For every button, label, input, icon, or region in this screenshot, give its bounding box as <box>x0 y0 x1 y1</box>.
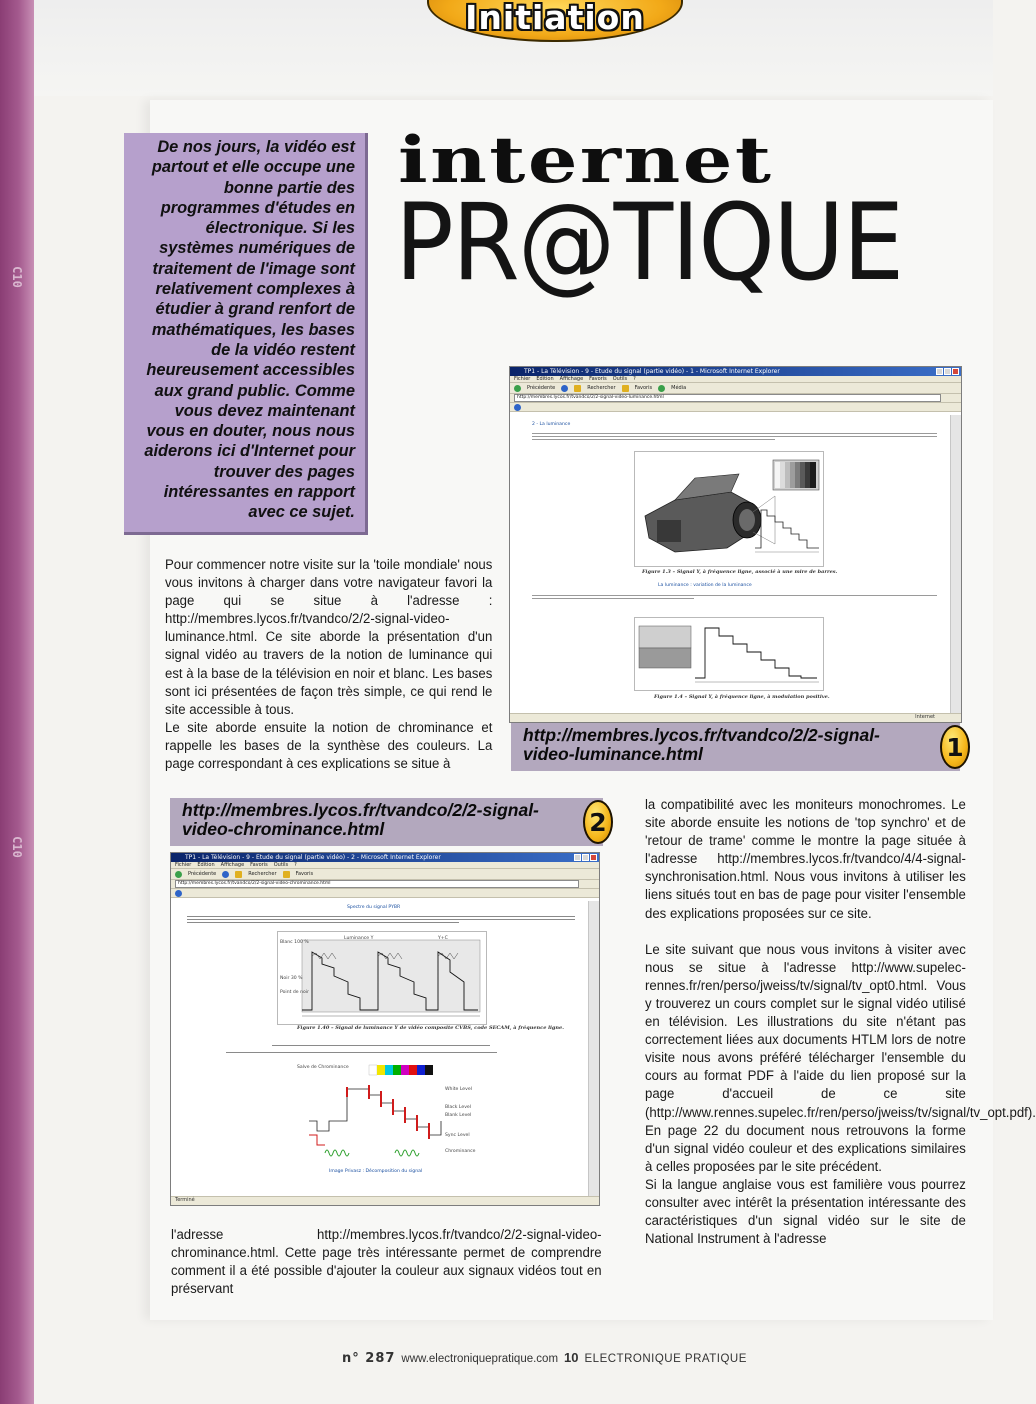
intro-text: De nos jours, la vidéo est partout et elle occupe une bonne partie des programmes d'études en électronique. Si les systèmes numériques de traitement de l'image sont relativement complexes à étudier à grand renfort de mathématiques, les bases de la vidéo restent heureusement accessibles aux grand public. Comme vous devez maintenant vous en douter, nous nous aiderons ici d'Internet pour trouver des pages intéressantes en rapport avec ce sujet. <box>144 138 355 522</box>
maximize-icon <box>582 854 589 861</box>
column1-bottom-text <box>171 1226 602 1298</box>
figure2-paragraph <box>187 914 575 925</box>
window-title-text: TP1 - La Télévision - 9 - Etude du signal (partie vidéo) - 1 - Microsoft Internet Explorer <box>524 368 780 375</box>
address-field: http://membres.lycos.fr/tvandco/2/2-signal-video-luminance.html <box>514 394 941 402</box>
column2-text <box>645 796 1036 1248</box>
signal-figure <box>634 617 824 691</box>
figure2-paragraph-2 <box>187 1043 575 1055</box>
search-icon <box>574 385 581 392</box>
figure1-caption-a: Figure 1.3 – Signal Y, à fréquence ligne, associé à une mire de barres. <box>642 569 838 575</box>
figure1-scrollbar <box>950 415 961 715</box>
toolbar-label: Précédente <box>188 871 217 877</box>
colour-bar-label: Salve de Chrominance <box>297 1065 349 1070</box>
figure2-url-caption <box>170 798 607 846</box>
menu-item: Edition <box>536 376 554 382</box>
section-badge <box>427 0 683 42</box>
title-internet: internet <box>398 123 774 198</box>
google-icon <box>514 404 521 411</box>
menu-item: ? <box>633 376 636 382</box>
favorites-icon <box>283 871 290 878</box>
figure2-status-bar <box>171 1196 599 1205</box>
figure1-paragraph-2 <box>532 593 937 601</box>
figure-number-badge: 2 <box>583 800 613 844</box>
colour-bar-label: White Level <box>445 1087 472 1092</box>
window-controls <box>936 368 959 375</box>
menu-item: Edition <box>197 862 215 868</box>
waveform-label: Point de noir <box>280 990 309 995</box>
figure2-toolbar <box>171 869 599 880</box>
colour-bar-label: Sync Level <box>445 1133 470 1138</box>
window-controls <box>574 854 597 861</box>
menu-item: ? <box>294 862 297 868</box>
google-icon <box>175 890 182 897</box>
figure1-google-bar <box>510 403 961 412</box>
issue-number: n° 287 <box>342 1351 396 1366</box>
status-text: Internet <box>915 714 935 720</box>
paragraph: Si la langue anglaise vous est familière vous pourrez consulter avec intérêt la présentation intéressante des caractéristiques d'un signal vidéo sur le site de National Instrument à l'adresse <box>645 1176 966 1248</box>
menu-item: Affichage <box>220 862 245 868</box>
menu-item: Outils <box>273 862 289 868</box>
figure1-window-title <box>510 367 961 376</box>
figure1-page-content <box>518 415 947 713</box>
figure2-scrollbar <box>588 901 599 1199</box>
figure2-caption: Figure 1.40 – Signal de luminance Y de vidéo composite CVBS, code SECAM, à fréquence ligne. <box>297 1025 564 1031</box>
search-icon <box>235 871 242 878</box>
figure1-screenshot <box>509 366 962 723</box>
menu-item: Outils <box>612 376 628 382</box>
favorites-icon <box>622 385 629 392</box>
figure1-status-bar <box>510 713 961 722</box>
figure1-url-caption <box>511 723 964 771</box>
minimize-icon <box>574 854 581 861</box>
figure2-screenshot <box>170 852 600 1206</box>
menu-item: Affichage <box>559 376 584 382</box>
website: www.electroniquepratique.com <box>401 1353 559 1365</box>
page-number: 10 <box>564 1350 579 1365</box>
toolbar-label: Favoris <box>634 385 653 391</box>
paragraph: Pour commencer notre visite sur la 'toile mondiale' nous vous invitons à charger dans votre navigateur favori la page qui se situe à l'adresse : http://membres.lycos.fr/tvandco/2/2-signal-video-luminance.html. Ce site aborde la présentation d'un signal vidéo au travers de la notion de luminance qui est à la base de la télévision en noir et blanc. Les bases sont ici présentées de façon très simple, ce qui rend le site accessible à tous. <box>165 557 493 718</box>
figure1-menu-bar <box>510 376 961 383</box>
figure1-url-text: http://membres.lycos.fr/tvandco/2/2-signal-video-luminance.html <box>523 725 880 764</box>
signal-waveform <box>635 618 823 690</box>
back-icon <box>514 385 521 392</box>
figure2-heading: Spectre du signal PYBR <box>347 905 401 910</box>
status-text: Terminé <box>175 1197 195 1203</box>
back-icon <box>175 871 182 878</box>
title-pratique: PR@TIQUE <box>395 181 903 304</box>
paragraph: l'adresse http://membres.lycos.fr/tvandco/2/2-signal-video-chrominance.html. Cette page très intéressante permet de comprendre comment il a été possible d'ajouter la couleur aux signaux vidéos tout en préservant <box>171 1227 602 1298</box>
waveform-label: Y+C <box>438 936 448 941</box>
paragraph: Le site aborde ensuite la notion de chrominance et rappelle les bases de la synthèse des couleurs. La page correspondant à ces explications se situe à <box>165 719 493 773</box>
waveform-label: Noir 30 % <box>280 976 303 981</box>
toolbar-label: Favoris <box>295 871 314 877</box>
colour-bar-label: Blank Level <box>445 1113 472 1118</box>
page-footer <box>342 1350 747 1366</box>
decor-glyph: C10 <box>9 836 24 858</box>
figure2-window-title <box>171 853 599 862</box>
toolbar-label: Précédente <box>527 385 556 391</box>
section-badge-label: Initiation <box>465 0 645 37</box>
waveform-label: Blanc 100 % <box>280 940 309 945</box>
chrominance-waveform <box>278 932 486 1024</box>
maximize-icon <box>944 368 951 375</box>
menu-item: Favoris <box>250 862 268 868</box>
left-decor-strip <box>0 0 34 1404</box>
forward-icon <box>561 385 568 392</box>
paragraph: la compatibilité avec les moniteurs monochromes. Le site aborde ensuite les notions de 'top synchro' et de 'retour de trame' comme le montre la page située à l'adresse http://membres.lycos.fr/tvandco/4/4-signal-synchronisation.html. Nous vous invitons à utiliser les liens situés tout en bas de page pour visiter l'ensemble des explications proposées sur ce site. <box>645 797 966 922</box>
toolbar-label: Rechercher <box>248 871 277 877</box>
menu-item: Favoris <box>589 376 607 382</box>
figure1-toolbar <box>510 383 961 394</box>
minimize-icon <box>936 368 943 375</box>
close-icon <box>952 368 959 375</box>
figure2-address-bar <box>171 880 599 889</box>
paragraph: Le site suivant que nous vous invitons à visiter avec nous se situe à l'adresse http://www.supelec-rennes.fr/ren/perso/jweiss/tv/signal/tv_opt0.html. Vous y trouverez un cours complet sur le signal vidéo utilisé en télévision. Les illustrations du site n'étant pas correctement liées aux documents HTLM lors de notre visite nous avons préféré télécharger l'ensemble du cours au format PDF à l'aide du lien proposé sur la page d'accueil de ce site (http://www.rennes.supelec.fr/ren/perso/jweiss/tv/signal/tv_opt.pdf). En page 22 du document nous retrouvons la forme d'un signal vidéo couleur et des explications similaires à celles proposées par le site précédent. <box>645 941 1036 1175</box>
magazine-name: ELECTRONIQUE PRATIQUE <box>584 1353 747 1365</box>
figure1-paragraph <box>532 431 937 442</box>
menu-item: Fichier <box>514 376 531 382</box>
colour-bar-label: Black Level <box>445 1105 472 1110</box>
figure2-google-bar <box>171 889 599 898</box>
window-title-text: TP1 - La Télévision - 9 - Etude du signal (partie vidéo) - 2 - Microsoft Internet Explorer <box>185 854 441 861</box>
figure-number-badge: 1 <box>940 725 970 769</box>
colour-bar-figure <box>295 1061 477 1165</box>
toolbar-label: Média <box>671 385 687 391</box>
figure1-subhead: La luminance : variation de la luminance <box>658 583 752 588</box>
colour-bar-label: Chrominance <box>445 1149 476 1154</box>
chrominance-waveform-figure <box>277 931 487 1025</box>
intro-box <box>124 133 368 535</box>
figure1-address-bar <box>510 394 961 403</box>
forward-icon <box>222 871 229 878</box>
figure2-url-text: http://membres.lycos.fr/tvandco/2/2-signal-video-chrominance.html <box>182 800 539 839</box>
close-icon <box>590 854 597 861</box>
camera-figure <box>634 451 824 567</box>
figure2-menu-bar <box>171 862 599 869</box>
figure1-heading: 2 - La luminance <box>532 422 571 427</box>
figure2-caption-b: Image Privasz : Décomposition du signal <box>329 1169 423 1174</box>
media-icon <box>658 385 665 392</box>
column1-top-text <box>165 556 492 773</box>
figure1-caption-b: Figure 1.4 – Signal Y, à fréquence ligne, à modulation positive. <box>654 694 830 700</box>
decor-glyph: C10 <box>9 266 24 288</box>
figure2-page-content <box>177 901 585 1197</box>
menu-item: Fichier <box>175 862 192 868</box>
camera-illustration <box>635 452 823 566</box>
waveform-label: Luminance Y <box>344 936 374 941</box>
toolbar-label: Rechercher <box>587 385 616 391</box>
address-field: http://membres.lycos.fr/tvandco/2/2-signal-video-chrominance.html <box>175 880 579 888</box>
